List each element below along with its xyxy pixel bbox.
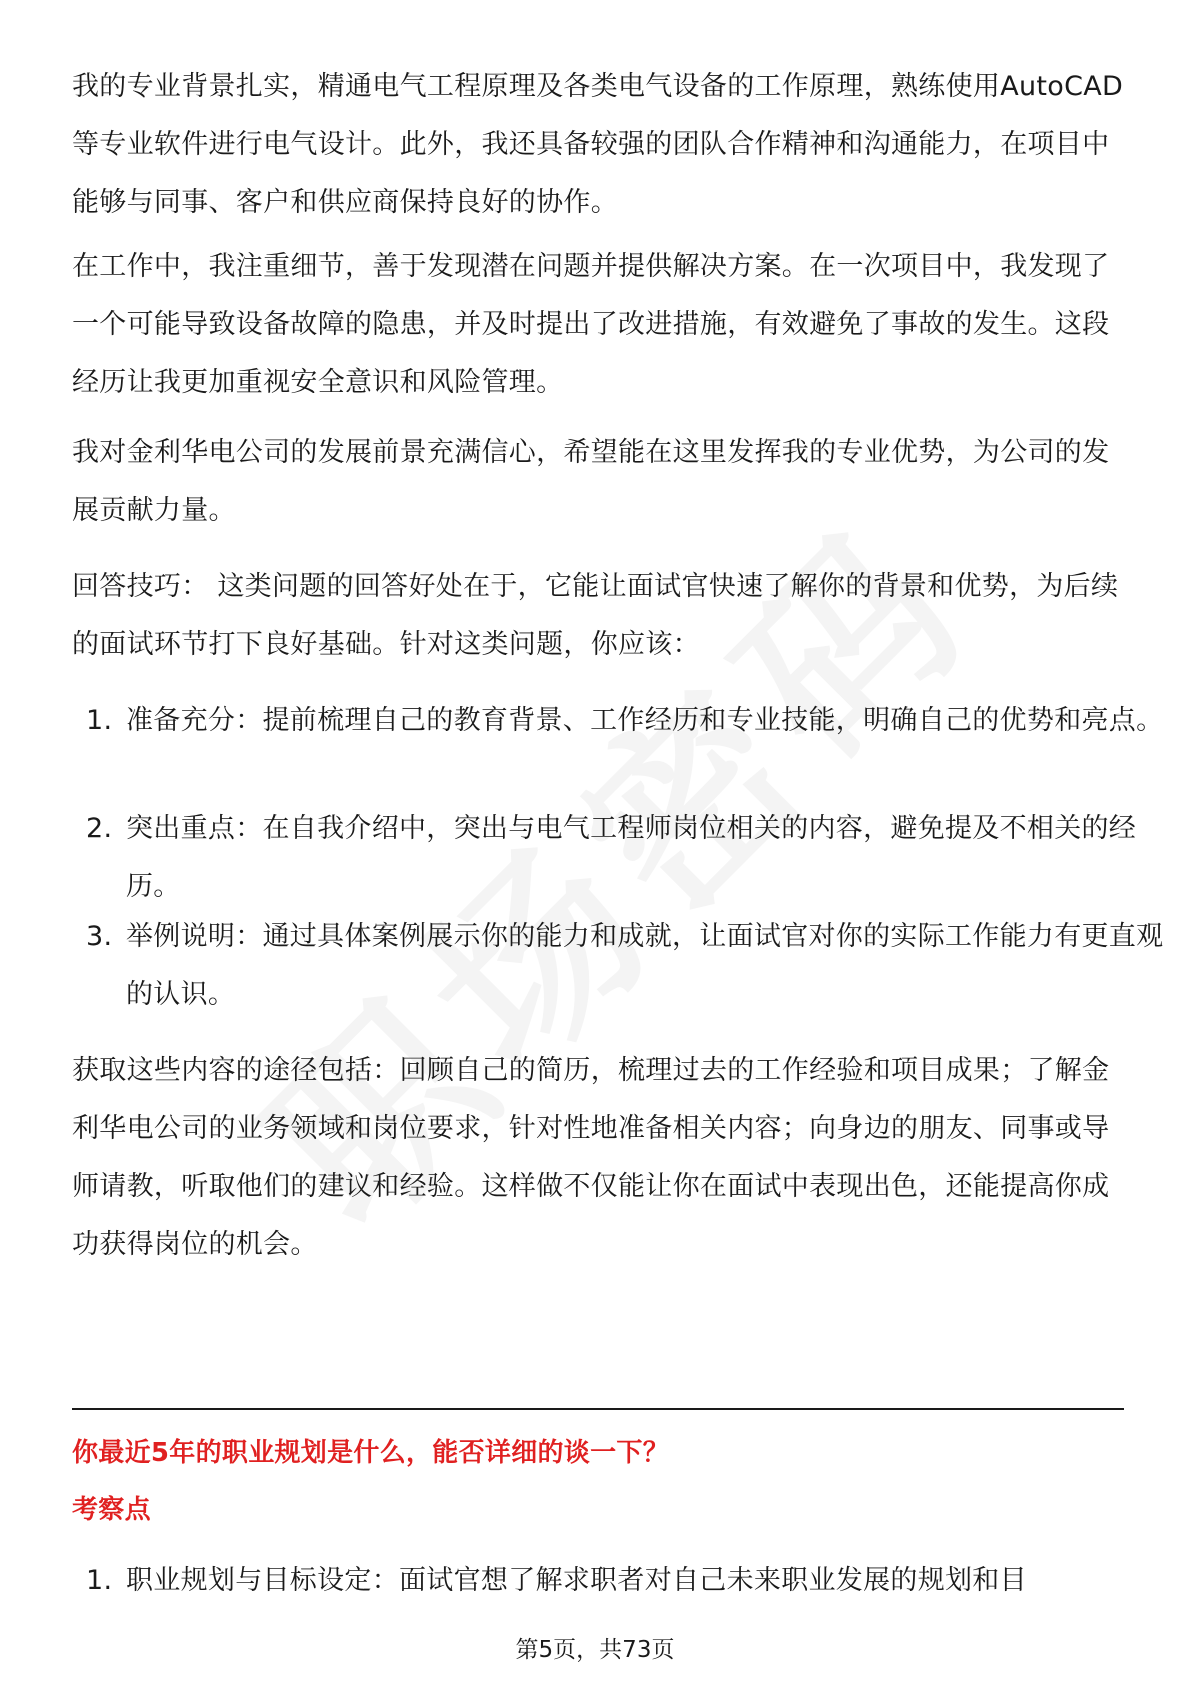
list-item-text: 职业规划与目标设定：面试官想了解求职者对自己未来职业发展的规划和目 xyxy=(126,1565,1027,1596)
section-divider xyxy=(72,1408,1124,1410)
list-item xyxy=(86,1552,1166,1610)
list-item xyxy=(86,692,1166,750)
list-number: 1. xyxy=(86,705,113,736)
list-item xyxy=(86,908,1166,1024)
paragraph-background: 我的专业背景扎实，精通电气工程原理及各类电气设备的工作原理，熟练使用AutoCAD等专业软件进行电气设计。此外，我还具备较强的团队合作精神和沟通能力，在项目中能够与同事、客户和供应商保持良好的协作。 xyxy=(72,71,1124,218)
question-title: 你最近5年的职业规划是什么，能否详细的谈一下？ xyxy=(72,1438,669,1468)
page-number: 第5页，共73页 xyxy=(515,1637,675,1663)
paragraph-answer-tips: 回答技巧： 这类问题的回答好处在于，它能让面试官快速了解你的背景和优势，为后续的面试环节打下良好基础。针对这类问题，你应该： xyxy=(72,571,1119,660)
list-item-text: 准备充分：提前梳理自己的教育背景、工作经历和专业技能，明确自己的优势和亮点。 xyxy=(126,705,1164,736)
section-label: 考察点 xyxy=(72,1495,151,1525)
list-item-text: 举例说明：通过具体案例展示你的能力和成就，让面试官对你的实际工作能力有更直观的认识。 xyxy=(126,921,1164,1010)
list-number: 3. xyxy=(86,921,113,952)
paragraph-confidence: 我对金利华电公司的发展前景充满信心，希望能在这里发挥我的专业优势，为公司的发展贡献力量。 xyxy=(72,437,1110,526)
list-item xyxy=(86,800,1166,916)
list-number: 1. xyxy=(86,1565,113,1596)
paragraph-sources: 获取这些内容的途径包括：回顾自己的简历，梳理过去的工作经验和项目成果；了解金利华电公司的业务领域和岗位要求，针对性地准备相关内容；向身边的朋友、同事或导师请教，听取他们的建议和经验。这样做不仅能让你在面试中表现出色，还能提高你成功获得岗位的机会。 xyxy=(72,1055,1110,1260)
paragraph-detail-oriented: 在工作中，我注重细节，善于发现潜在问题并提供解决方案。在一次项目中，我发现了一个可能导致设备故障的隐患，并及时提出了改进措施，有效避免了事故的发生。这段经历让我更加重视安全意识和风险管理。 xyxy=(72,251,1110,398)
list-item-text: 突出重点：在自我介绍中，突出与电气工程师岗位相关的内容，避免提及不相关的经历。 xyxy=(126,813,1137,902)
list-number: 2. xyxy=(86,813,113,844)
